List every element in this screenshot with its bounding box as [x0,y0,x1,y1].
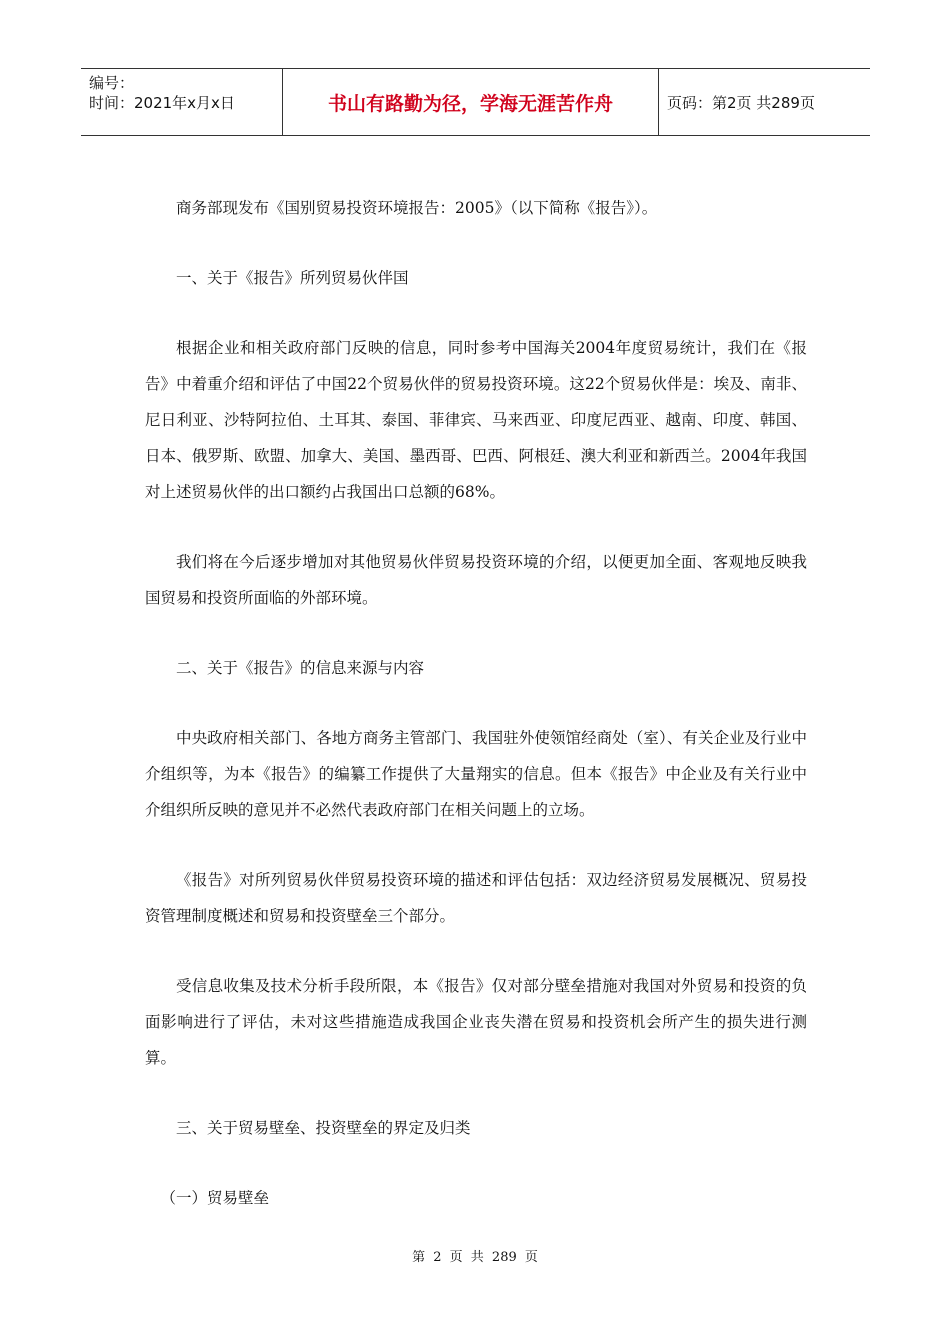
paragraph-limitations: 受信息收集及技术分析手段所限，本《报告》仅对部分壁垒措施对我国对外贸易和投资的负面影响进行了评估，未对这些措施造成我国企业丧失潜在贸易和投资机会所产生的损失进行测算。 [145,977,807,1067]
paragraph-sources: 中央政府相关部门、各地方商务主管部门、我国驻外使领馆经商处（室）、有关企业及行业中介组织等，为本《报告》的编纂工作提供了大量翔实的信息。但本《报告》中企业及有关行业中介组织所反映的意见并不必然代表政府部门在相关问题上的立场。 [145,729,807,819]
time-label: 时间：2021年x月x日 [89,94,235,112]
serial-label: 编号： [89,74,135,92]
section-heading-1: 一、关于《报告》所列贸易伙伴国 [176,269,409,287]
header-motto: 书山有路勤为径，学海无涯苦作舟 [283,69,659,135]
document-body [145,190,807,1250]
paragraph-contents: 《报告》对所列贸易伙伴贸易投资环境的描述和评估包括：双边经济贸易发展概况、贸易投资管理制度概述和贸易和投资壁垒三个部分。 [145,871,807,925]
section-heading-2: 二、关于《报告》的信息来源与内容 [176,659,425,677]
paragraph-future: 我们将在今后逐步增加对其他贸易伙伴贸易投资环境的介绍，以便更加全面、客观地反映我国贸易和投资所面临的外部环境。 [145,553,807,607]
page-footer: 第 2 页 共 289 页 [412,1250,538,1265]
paragraph-intro: 商务部现发布《国别贸易投资环境报告：2005》（以下简称《报告》）。 [176,199,658,217]
section-heading-3: 三、关于贸易壁垒、投资壁垒的界定及归类 [176,1119,471,1137]
header-page-info: 页码：第2页 共289页 [667,93,815,112]
page-header [81,68,870,136]
paragraph-partners: 根据企业和相关政府部门反映的信息，同时参考中国海关2004年度贸易统计，我们在《报告》中着重介绍和评估了中国22个贸易伙伴的贸易投资环境。这22个贸易伙伴是：埃及、南非、尼日利亚、沙特阿拉伯、土耳其、泰国、菲律宾、马来西亚、印度尼西亚、越南、印度、韩国、日本、俄罗斯、欧盟、加拿大、美国、墨西哥、巴西、阿根廷、澳大利亚和新西兰。2004年我国对上述贸易伙伴的出口额约占我国出口总额的68%。 [145,339,807,501]
subsection-heading: （一）贸易壁垒 [160,1189,270,1207]
header-meta [81,69,283,135]
